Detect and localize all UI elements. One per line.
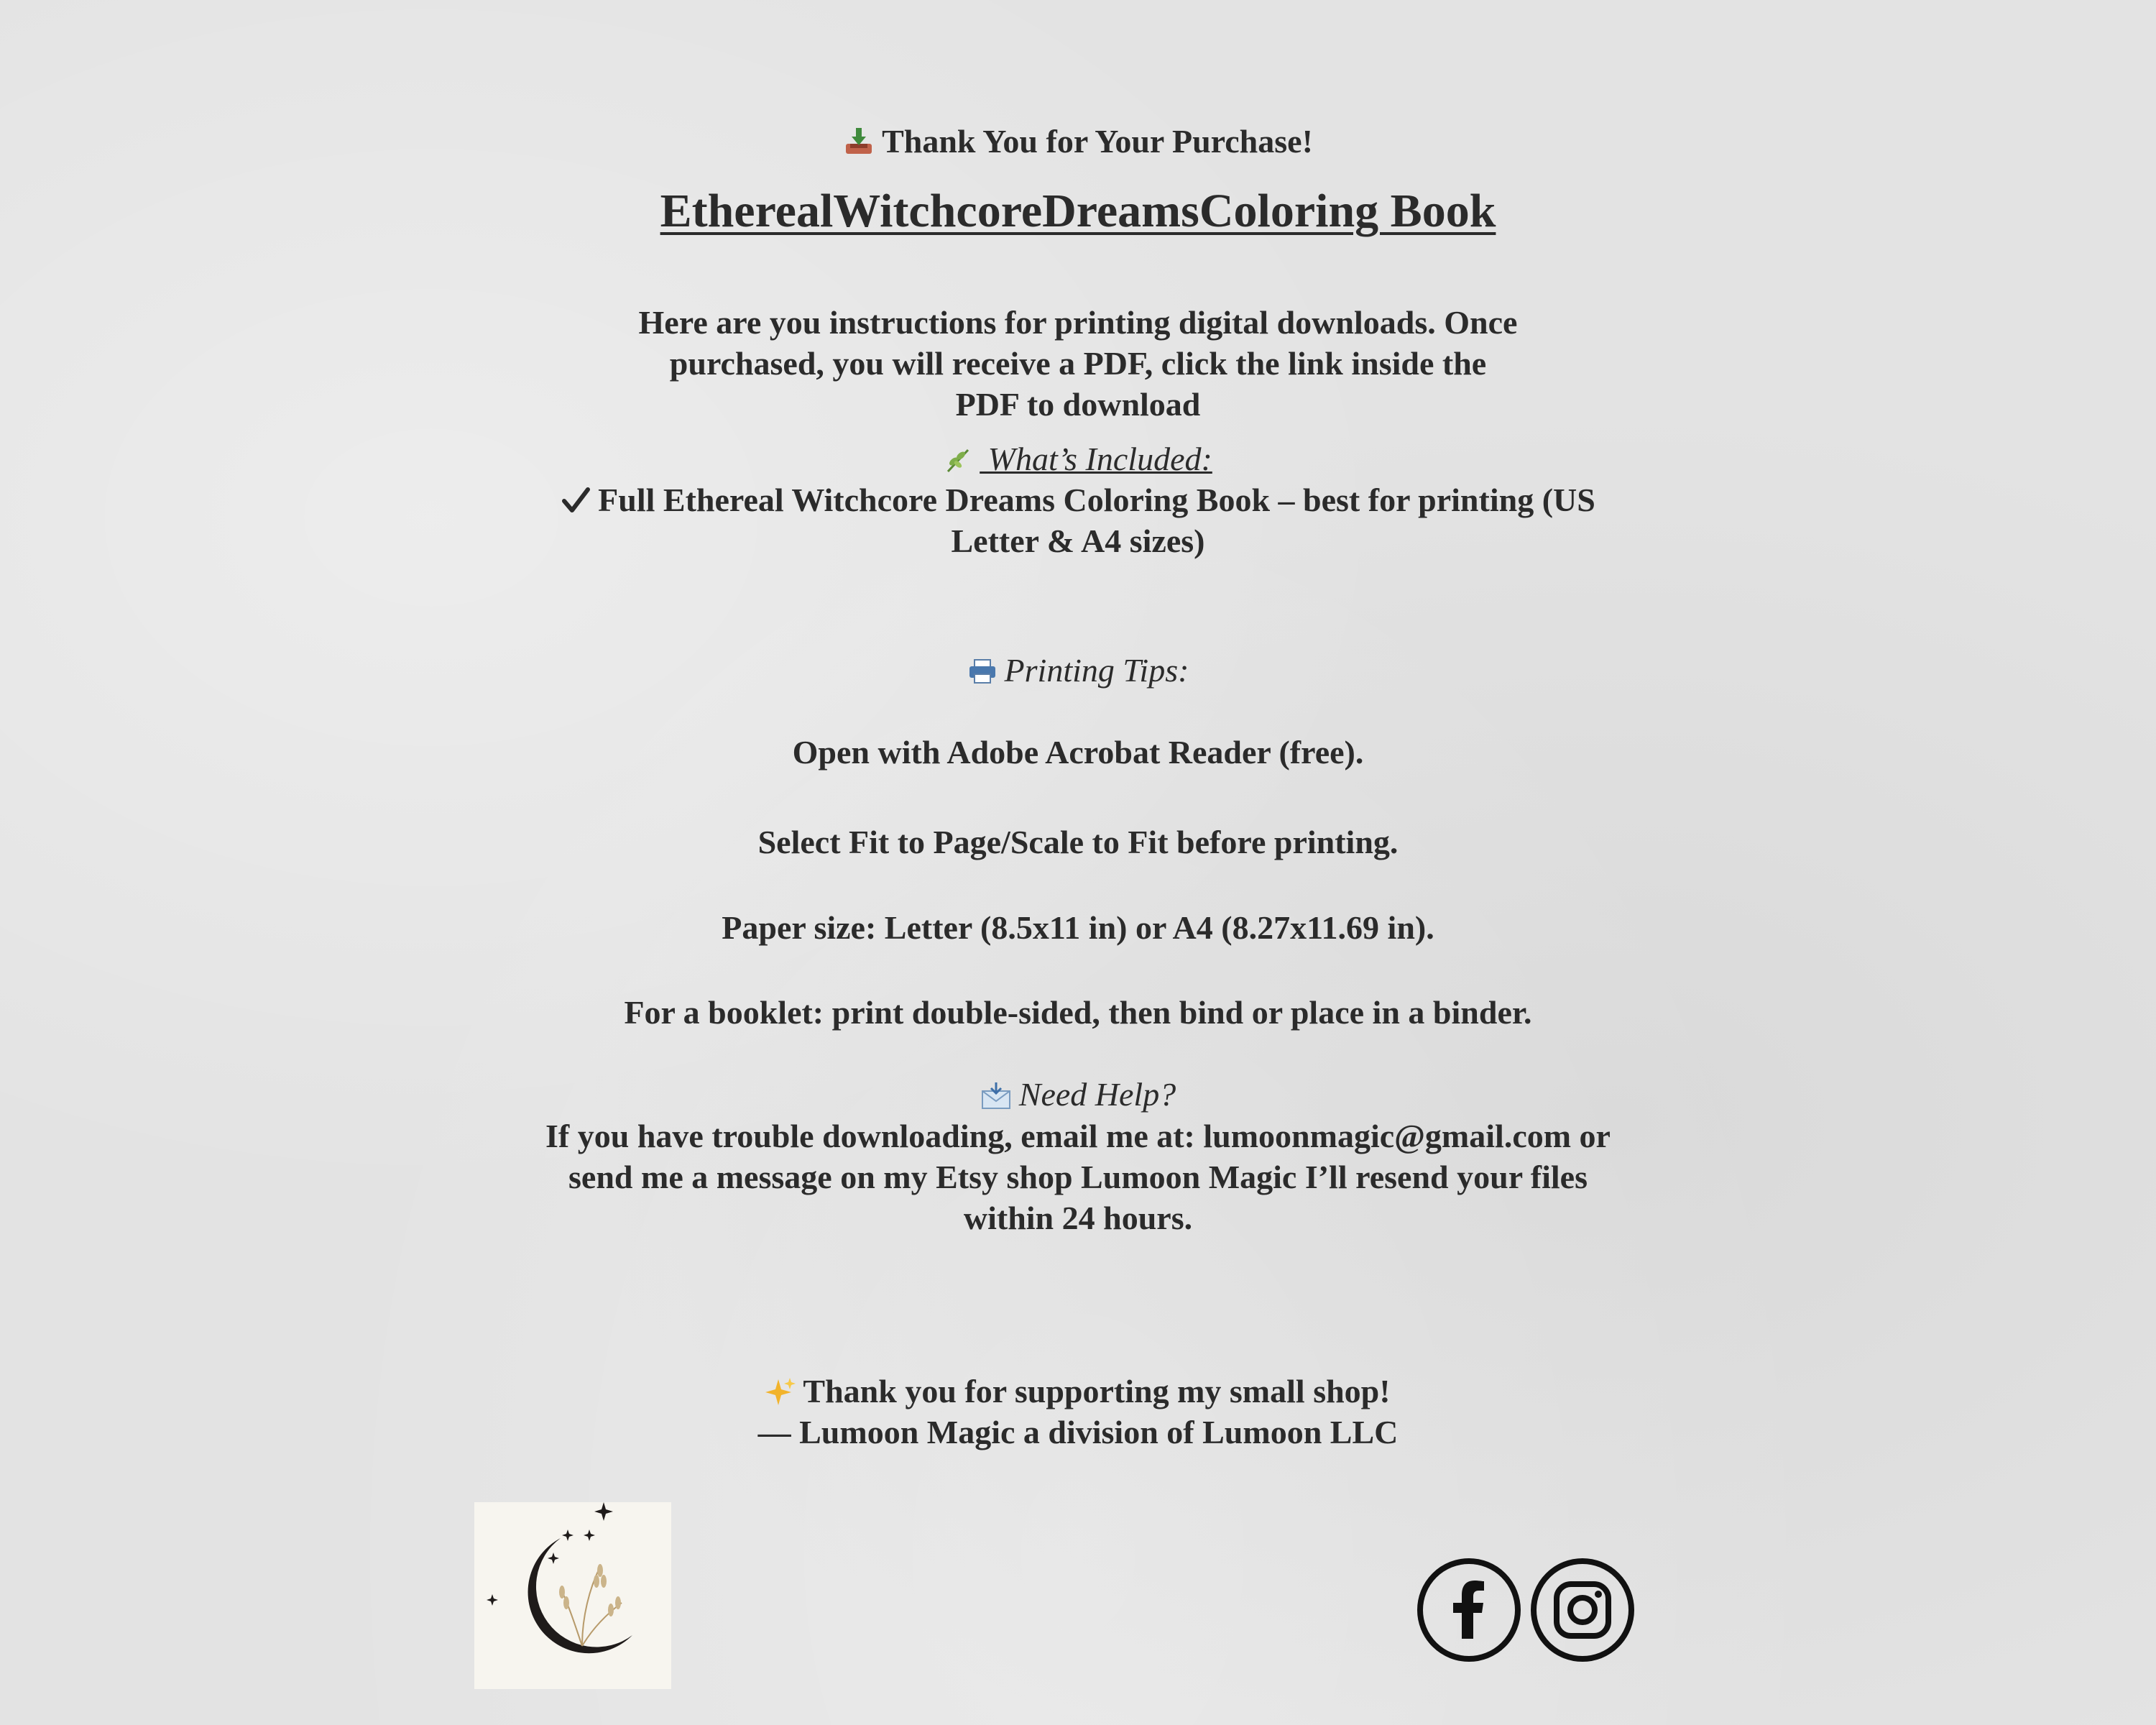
included-item-line-1 <box>0 479 2156 520</box>
help-line-2: send me a message on my Etsy shop Lumoon Magic I’ll resend your files <box>568 1159 1588 1195</box>
included-heading-text: What’s Included: <box>980 441 1212 477</box>
instagram-button[interactable] <box>1531 1558 1634 1662</box>
need-help-heading <box>0 1074 2156 1115</box>
thanks-heading <box>0 121 2156 162</box>
intro-line-3: PDF to download <box>955 386 1201 423</box>
thanks-text: Thank You for Your Purchase! <box>882 123 1313 160</box>
envelope-icon <box>980 1081 1012 1110</box>
help-line-1: If you have trouble downloading, email me at: lumoonmagic@gmail.com or <box>545 1118 1611 1154</box>
printer-icon <box>967 657 998 686</box>
tip-item: Select Fit to Page/Scale to Fit before printing. <box>757 824 1399 860</box>
lumoon-magic-logo <box>474 1502 671 1689</box>
page-title: EtherealWitchcoreDreamsColoring Book <box>660 185 1496 237</box>
tip-item: Paper size: Letter (8.5x11 in) or A4 (8.27x11.69 in). <box>722 909 1434 946</box>
footer-thanks-text: Thank you for supporting my small shop! <box>803 1373 1391 1409</box>
tip-item: For a booklet: print double-sided, then bind or place in a binder. <box>624 994 1532 1031</box>
herb-icon <box>944 446 972 474</box>
inbox-tray-icon <box>843 125 875 157</box>
printing-tips-heading-text: Printing Tips: <box>1004 652 1189 689</box>
tip-item: Open with Adobe Acrobat Reader (free). <box>792 734 1364 770</box>
footer-signature: — Lumoon Magic a division of Lumoon LLC <box>757 1414 1399 1450</box>
intro-line-2: purchased, you will receive a PDF, click the link inside the <box>669 345 1487 382</box>
need-help-heading-text: Need Help? <box>1018 1076 1176 1113</box>
included-heading <box>0 438 2156 479</box>
checkmark-icon <box>561 485 591 515</box>
instagram-icon <box>1537 1564 1628 1656</box>
help-line-3: within 24 hours. <box>963 1200 1193 1236</box>
intro-line-1: Here are you instructions for printing digital downloads. Once <box>638 304 1518 341</box>
facebook-button[interactable] <box>1417 1558 1521 1662</box>
printing-tips-heading <box>0 650 2156 691</box>
footer-thanks <box>0 1371 2156 1412</box>
sparkles-icon <box>765 1376 796 1407</box>
included-item-text: Full Ethereal Witchcore Dreams Coloring Book – best for printing (US <box>598 482 1595 518</box>
moon-logo-icon <box>474 1502 671 1689</box>
included-item-line-2: Letter & A4 sizes) <box>951 523 1205 559</box>
facebook-icon <box>1423 1564 1515 1656</box>
